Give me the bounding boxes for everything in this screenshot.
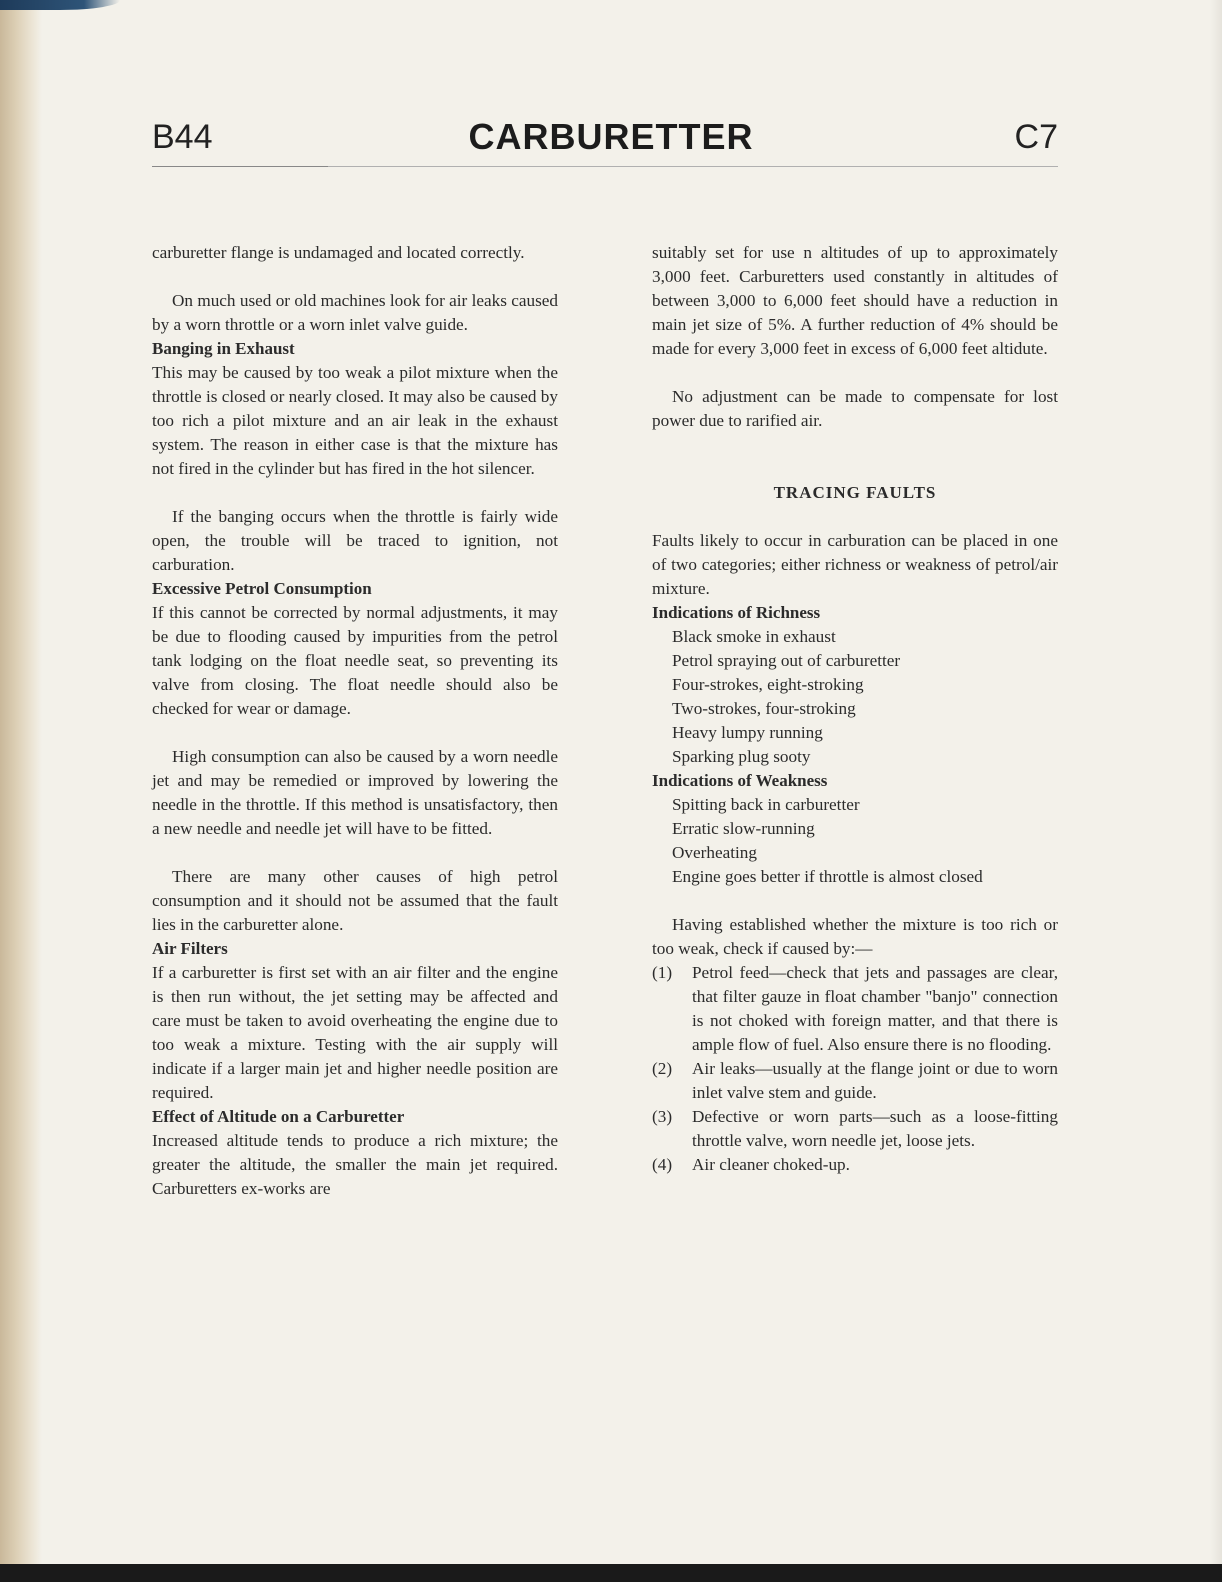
paragraph: Having established whether the mixture is too rich or too weak, check if caused by:— bbox=[652, 915, 1058, 958]
bottom-border bbox=[0, 1564, 1222, 1582]
corner-mark bbox=[0, 0, 120, 10]
check-item bbox=[652, 961, 1058, 1057]
header-section-code: C7 bbox=[1014, 118, 1058, 156]
right-column bbox=[652, 241, 1058, 1177]
list-item: Four-strokes, eight-stroking bbox=[672, 675, 864, 694]
list-item: Sparking plug sooty bbox=[672, 747, 811, 766]
paragraph: If the banging occurs when the throttle is fairly wide open, the trouble will be traced to ignition, not carburation. bbox=[152, 507, 558, 574]
check-number: (3) bbox=[652, 1107, 673, 1126]
list-item: Petrol spraying out of carburetter bbox=[672, 651, 901, 670]
header-rule-right bbox=[328, 166, 1058, 167]
check-number: (1) bbox=[652, 963, 673, 982]
list-item: Spitting back in carburetter bbox=[672, 795, 860, 814]
check-item bbox=[652, 1105, 1058, 1153]
page-edge bbox=[1210, 0, 1222, 1582]
check-text: Defective or worn parts—such as a loose-fitting throttle valve, worn needle jet, loose jets. bbox=[692, 1107, 1058, 1150]
check-item bbox=[652, 1153, 1058, 1177]
paragraph: Faults likely to occur in carburation can be placed in one of two categories; either richness or weakness of petrol/air mixture. bbox=[652, 531, 1058, 598]
header-rule-left bbox=[152, 166, 328, 167]
weakness-list bbox=[652, 793, 1058, 889]
check-item bbox=[652, 1057, 1058, 1105]
subheading-richness: Indications of Richness bbox=[652, 603, 821, 622]
subheading-air-filters: Air Filters bbox=[152, 939, 228, 958]
richness-list bbox=[652, 625, 1058, 769]
paragraph: This may be caused by too weak a pilot mixture when the throttle is closed or nearly closed. It may also be caused by too rich a pilot mixture and an air leak in the exhaust system. The reason in either case is that the mixture has not fired in the cylinder but has fired in the hot silencer. bbox=[152, 363, 558, 478]
list-item: Engine goes better if throttle is almost closed bbox=[672, 867, 983, 886]
paragraph: If this cannot be corrected by normal adjustments, it may be due to flooding caused by impurities from the petrol tank lodging on the float needle seat, so preventing its valve from closing. The float needle should also be checked for wear or damage. bbox=[152, 603, 558, 718]
subheading-banging: Banging in Exhaust bbox=[152, 339, 295, 358]
paragraph: suitably set for use n altitudes of up to approximately 3,000 feet. Carburetters used constantly in altitudes of between 3,000 to 6,000 feet should have a reduction in main jet size of 5%. A further reduction of 4% should be made for every 3,000 feet in excess of 6,000 feet altidute. bbox=[652, 243, 1058, 358]
check-number: (2) bbox=[652, 1059, 673, 1078]
subheading-weakness: Indications of Weakness bbox=[652, 771, 828, 790]
list-item: Two-strokes, four-stroking bbox=[672, 699, 856, 718]
paragraph: On much used or old machines look for air leaks caused by a worn throttle or a worn inlet valve guide. bbox=[152, 291, 558, 334]
list-item: Erratic slow-running bbox=[672, 819, 815, 838]
paragraph: carburetter flange is undamaged and located correctly. bbox=[152, 243, 525, 262]
left-column bbox=[152, 241, 558, 1201]
section-heading-tracing-faults: TRACING FAULTS bbox=[773, 483, 937, 502]
check-text: Petrol feed—check that jets and passages are clear, that filter gauze in float chamber "banjo" connection is not choked with foreign matter, and that there is ample flow of fuel. Also ensure there is no flooding. bbox=[692, 963, 1058, 1054]
paragraph: There are many other causes of high petrol consumption and it should not be assumed that the fault lies in the carburetter alone. bbox=[152, 867, 558, 934]
paragraph: If a carburetter is first set with an air filter and the engine is then run without, the jet setting may be affected and care must be taken to avoid overheating the engine due to too weak a mixture. Testing with the air supply will indicate if a larger main jet and higher needle position are required. bbox=[152, 963, 558, 1102]
paragraph: No adjustment can be made to compensate for lost power due to rarified air. bbox=[652, 387, 1058, 430]
header-model: B44 bbox=[152, 118, 213, 156]
list-item: Black smoke in exhaust bbox=[672, 627, 836, 646]
list-item: Heavy lumpy running bbox=[672, 723, 823, 742]
check-text: Air leaks—usually at the flange joint or due to worn inlet valve stem and guide. bbox=[692, 1059, 1058, 1102]
subheading-petrol-consumption: Excessive Petrol Consumption bbox=[152, 579, 372, 598]
binding-shadow bbox=[0, 0, 42, 1582]
check-number: (4) bbox=[652, 1155, 673, 1174]
page-title: CARBURETTER bbox=[468, 116, 754, 157]
paragraph: Increased altitude tends to produce a rich mixture; the greater the altitude, the smaller the main jet required. Carburetters ex-works are bbox=[152, 1131, 558, 1198]
list-item: Overheating bbox=[672, 843, 757, 862]
check-text: Air cleaner choked-up. bbox=[692, 1155, 850, 1174]
subheading-altitude: Effect of Altitude on a Carburetter bbox=[152, 1107, 405, 1126]
paragraph: High consumption can also be caused by a worn needle jet and may be remedied or improved by lowering the needle in the throttle. If this method is unsatisfactory, then a new needle and needle jet will have to be fitted. bbox=[152, 747, 558, 838]
